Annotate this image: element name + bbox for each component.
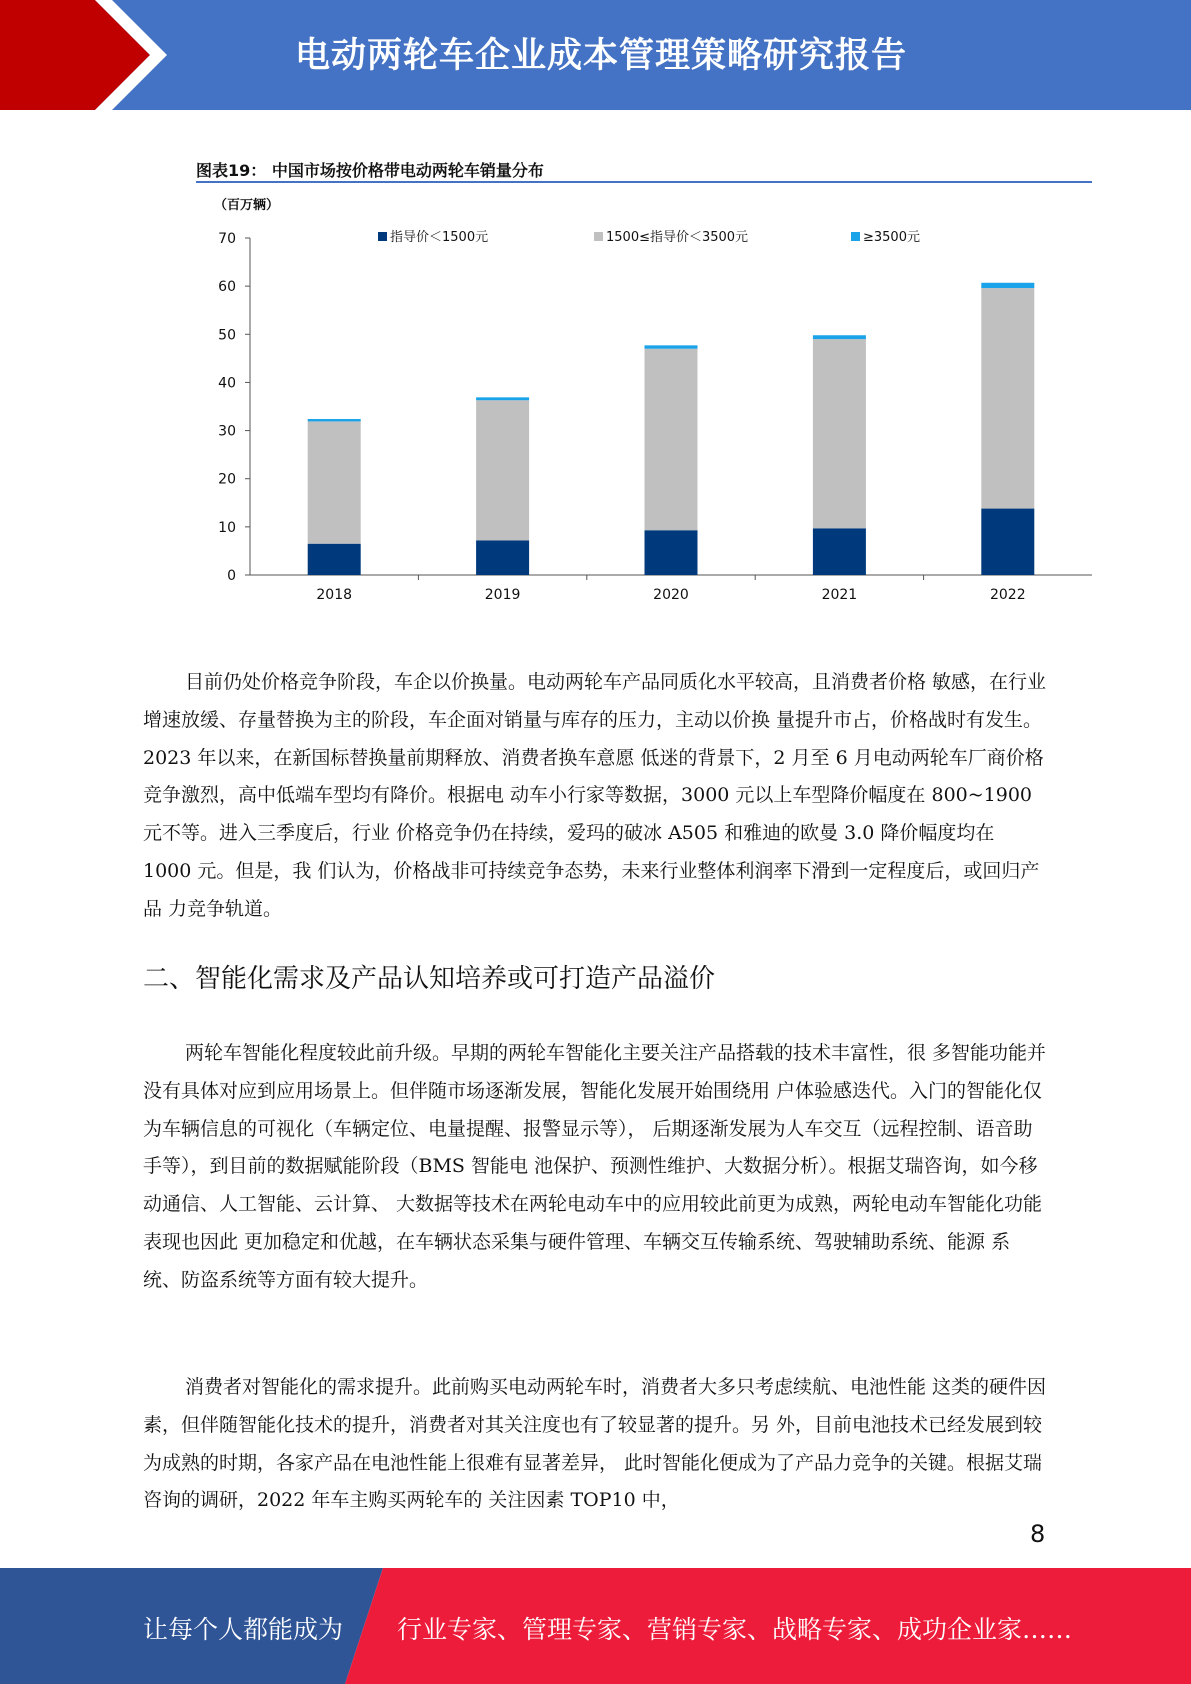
y-tick-label: 30 [218, 423, 236, 440]
footer-right-text: 行业专家、管理专家、营销专家、战略专家、成功企业家…… [397, 1615, 1073, 1644]
x-tick-label: 2021 [821, 587, 858, 603]
y-tick-label: 40 [218, 375, 236, 392]
y-tick-label: 0 [227, 568, 236, 584]
bar-segment [813, 339, 866, 528]
bar-segment [476, 397, 529, 400]
bar-segment [813, 528, 866, 575]
x-tick-label: 2019 [484, 587, 521, 603]
page-number: 8 [1030, 1520, 1046, 1548]
legend-swatch [378, 232, 387, 241]
figure-title-rule [196, 181, 1092, 183]
bar-segment [645, 345, 698, 348]
bar-segment [813, 335, 866, 339]
paragraph-intelligence-upgrade: 两轮车智能化程度较此前升级。早期的两轮车智能化主要关注产品搭载的技术丰富性，很 多智能功能并没有具体对应到应用场景上。但伴随市场逐渐发展，智能化发展开始围绕用 户体验感迭代。入门的智能化仅为车辆信息的可视化（车辆定位、电量提醒、报警显示等）， 后期逐渐发展为人车交互（远程控制、语音助手等），到目前的数据赋能阶段（BMS 智能电 池保护、预测性维护、大数据分析）。根据艾瑞咨询，如今移动通信、人工智能、云计算、 大数据等技术在两轮电动车中的应用较此前更为成熟，两轮电动车智能化功能表现也因此 更加稳定和优越，在车辆状态采集与硬件管理、车辆交互传输系统、驾驶辅助系统、能源 系统、防盗系统等方面有较大提升。 [143, 1042, 1047, 1291]
bar-segment [308, 419, 361, 421]
paragraph-price-competition: 目前仍处价格竞争阶段，车企以价换量。电动两轮车产品同质化水平较高，且消费者价格 敏感，在行业增速放缓、存量替换为主的阶段，车企面对销量与库存的压力，主动以价换 量提升市占，价格战时有发生。2023 年以来，在新国标替换量前期释放、消费者换车意愿 低迷的背景下，2 月至 6 月电动两轮车厂商价格竞争激烈，高中低端车型均有降价。根据电 动车小行家等数据，3000 元以上车型降价幅度在 800~1900 元不等。进入三季度后，行业 价格竞争仍在持续，爱玛的破冰 A505 和雅迪的欧曼 3.0 降价幅度均在 1000 元。但是，我 们认为，价格战非可持续竞争态势，未来行业整体利润率下滑到一定程度后，或回归产品 力竞争轨道。 [143, 671, 1047, 920]
bar-segment [981, 509, 1034, 575]
legend-swatch [851, 232, 860, 241]
legend-label: ≥3500元 [863, 230, 920, 245]
bar-segment [645, 530, 698, 575]
bar-segment [981, 283, 1034, 288]
header-title: 电动两轮车企业成本管理策略研究报告 [295, 36, 908, 76]
y-tick-label: 10 [218, 519, 236, 536]
sales-distribution-chart [196, 188, 1096, 608]
figure-title: 图表19： 中国市场按价格带电动两轮车销量分布 [196, 161, 544, 180]
bar-segment [981, 288, 1034, 508]
page-header [0, 0, 1191, 110]
section-heading: 二、智能化需求及产品认知培养或可打造产品溢价 [143, 964, 716, 994]
bar-segment [308, 421, 361, 543]
legend-swatch [594, 232, 603, 241]
bar-segment [476, 400, 529, 540]
chart-unit-label: （百万辆） [214, 198, 280, 213]
paragraph-consumer-demand: 消费者对智能化的需求提升。此前购买电动两轮车时，消费者大多只考虑续航、电池性能 这类的硬件因素，但伴随智能化技术的提升，消费者对其关注度也有了较显著的提升。另 外，目前电池技术已经发展到较为成熟的时期，各家产品在电池性能上很难有显著差异， 此时智能化便成为了产品力竞争的关键。根据艾瑞咨询的调研，2022 年车主购买两轮车的 关注因素 TOP10 中， [143, 1376, 1047, 1512]
bar-segment [476, 540, 529, 575]
y-tick-label: 70 [218, 231, 236, 247]
y-tick-label: 60 [218, 279, 236, 296]
x-tick-label: 2022 [989, 587, 1026, 603]
y-tick-label: 20 [218, 471, 236, 488]
y-tick-label: 50 [218, 327, 236, 344]
footer-left-text: 让每个人都能成为 [143, 1615, 344, 1644]
legend-label: 1500≤指导价＜3500元 [606, 230, 749, 245]
page-footer [0, 1568, 1191, 1684]
x-tick-label: 2020 [653, 587, 689, 603]
legend-label: 指导价＜1500元 [390, 230, 489, 245]
bar-segment [645, 349, 698, 530]
x-tick-label: 2018 [316, 587, 353, 603]
bar-segment [308, 544, 361, 575]
